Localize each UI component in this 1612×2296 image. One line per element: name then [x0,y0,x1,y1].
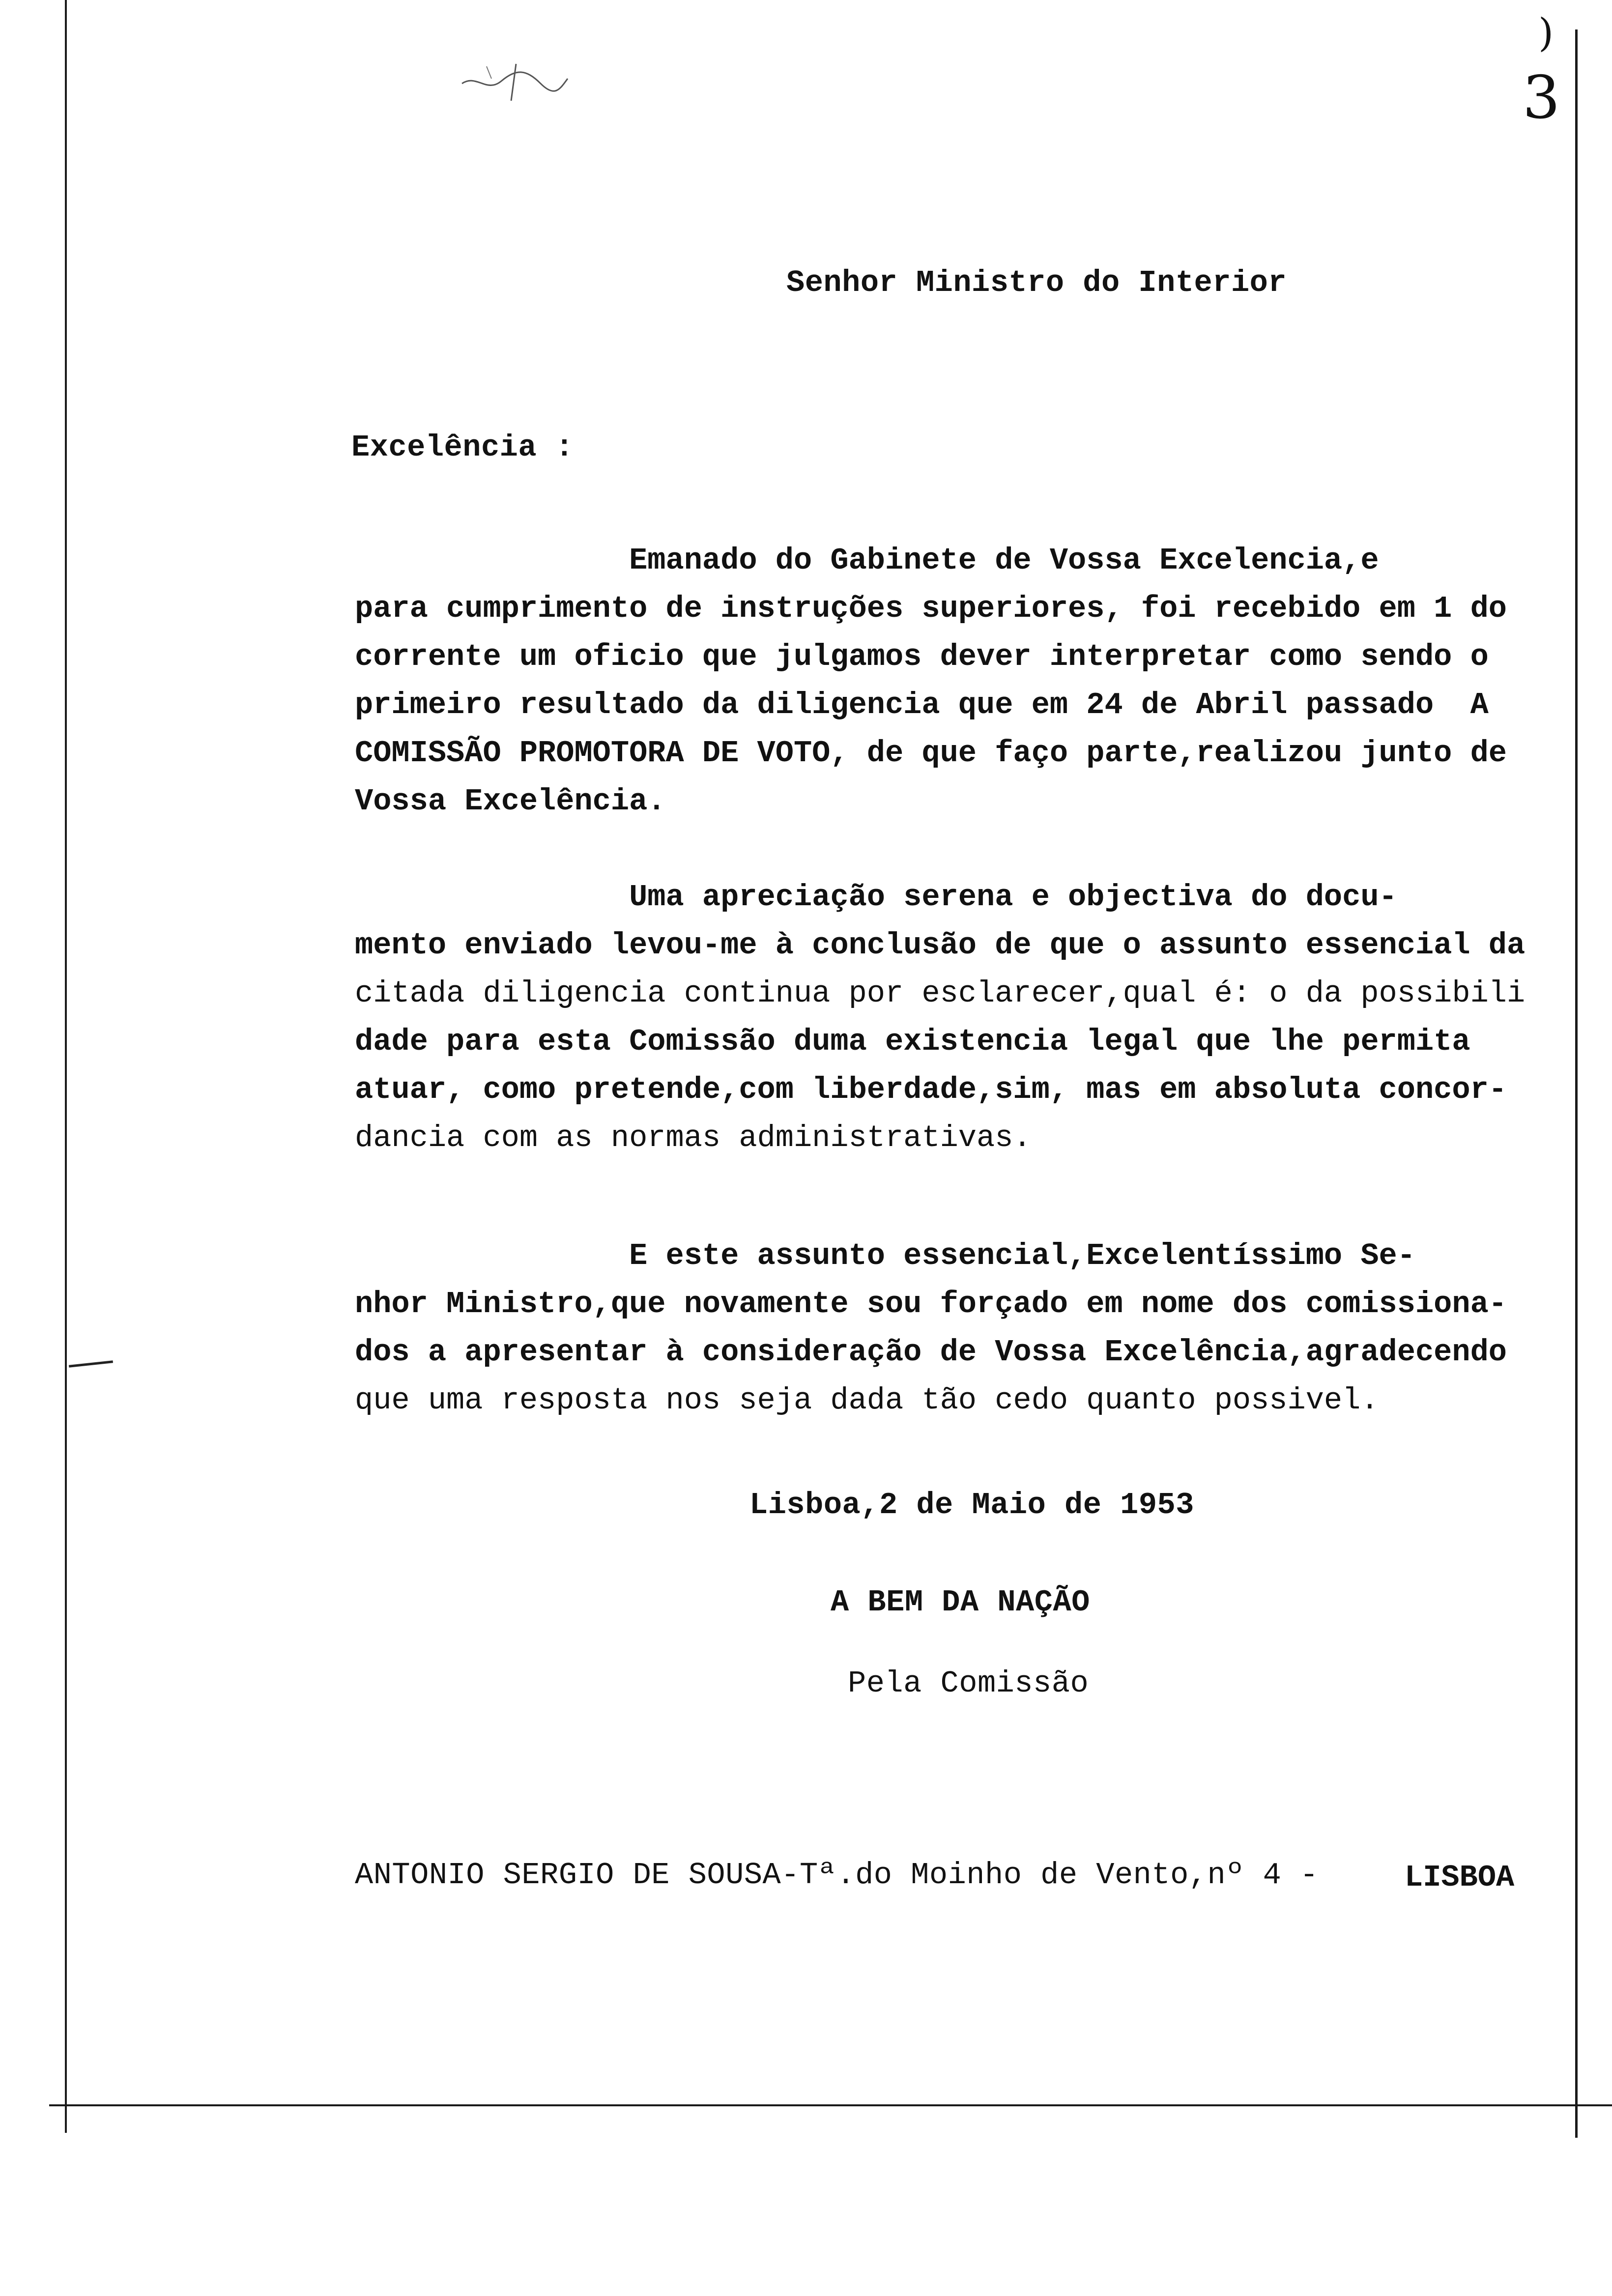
paragraph-1-line: para cumprimento de instruções superiores, foi recebido em 1 do [355,591,1507,626]
scan-margin-line-bottom [49,2104,1612,2106]
salutation: Senhor Ministro do Interior [786,265,1287,300]
page-number: 3 [1523,64,1560,132]
paragraph-2 [355,880,1574,1169]
paragraph-2-line: mento enviado levou-me à conclusão de que o assunto essencial da [355,928,1526,963]
paragraph-3-line: nhor Ministro,que novamente sou forçado em nome dos comissiona- [355,1287,1507,1321]
paragraph-1-line: Vossa Excelência. [355,784,666,819]
paragraph-2-line: dade para esta Comissão duma existencia legal que lhe permita [355,1024,1470,1059]
paragraph-2-line: dancia com as normas administrativas. [355,1120,1032,1155]
paragraph-1-line: corrente um oficio que julgamos dever interpretar como sendo o [355,639,1489,674]
paragraph-1-line: primeiro resultado da diligencia que em 24 de Abril passado A [355,688,1489,722]
signed-by: Pela Comissão [848,1666,1089,1701]
paragraph-3-line: que uma resposta nos seja dada tão cedo quanto possivel. [355,1383,1379,1418]
paragraph-1-line: Emanado do Gabinete de Vossa Excelencia,e [355,543,1379,578]
paragraph-1 [355,543,1574,832]
paragraph-2-line: citada diligencia continua por esclarecer,qual é: o da possibili [355,976,1526,1011]
page-bracket-mark: ) [1538,10,1554,56]
paragraph-3-line: dos a apresentar à consideração de Vossa Excelência,agradecendo [355,1335,1507,1370]
sender-address: ANTONIO SERGIO DE SOUSA-Tª.do Moinho de Vento,nº 4 - [355,1858,1337,1893]
greeting: Excelência : [351,430,574,465]
closing-motto: A BEM DA NAÇÃO [831,1585,1090,1620]
dateline: Lisboa,2 de Maio de 1953 [749,1488,1194,1522]
paragraph-1-line: COMISSÃO PROMOTORA DE VOTO, de que faço parte,realizou junto de [355,736,1507,771]
scan-mark-left [69,1360,113,1367]
paragraph-3-line: E este assunto essencial,Excelentíssimo Se- [355,1238,1415,1273]
paragraph-2-line: atuar, como pretende,com liberdade,sim, mas em absoluta concor- [355,1072,1507,1107]
paragraph-3 [355,1238,1574,1431]
scan-margin-line-left [65,0,67,2133]
handwritten-scribble [457,59,570,103]
scan-margin-line-right [1575,29,1578,2138]
sender-address-city: LISBOA [1405,1860,1515,1895]
paragraph-2-line: Uma apreciação serena e objectiva do docu- [355,880,1397,915]
